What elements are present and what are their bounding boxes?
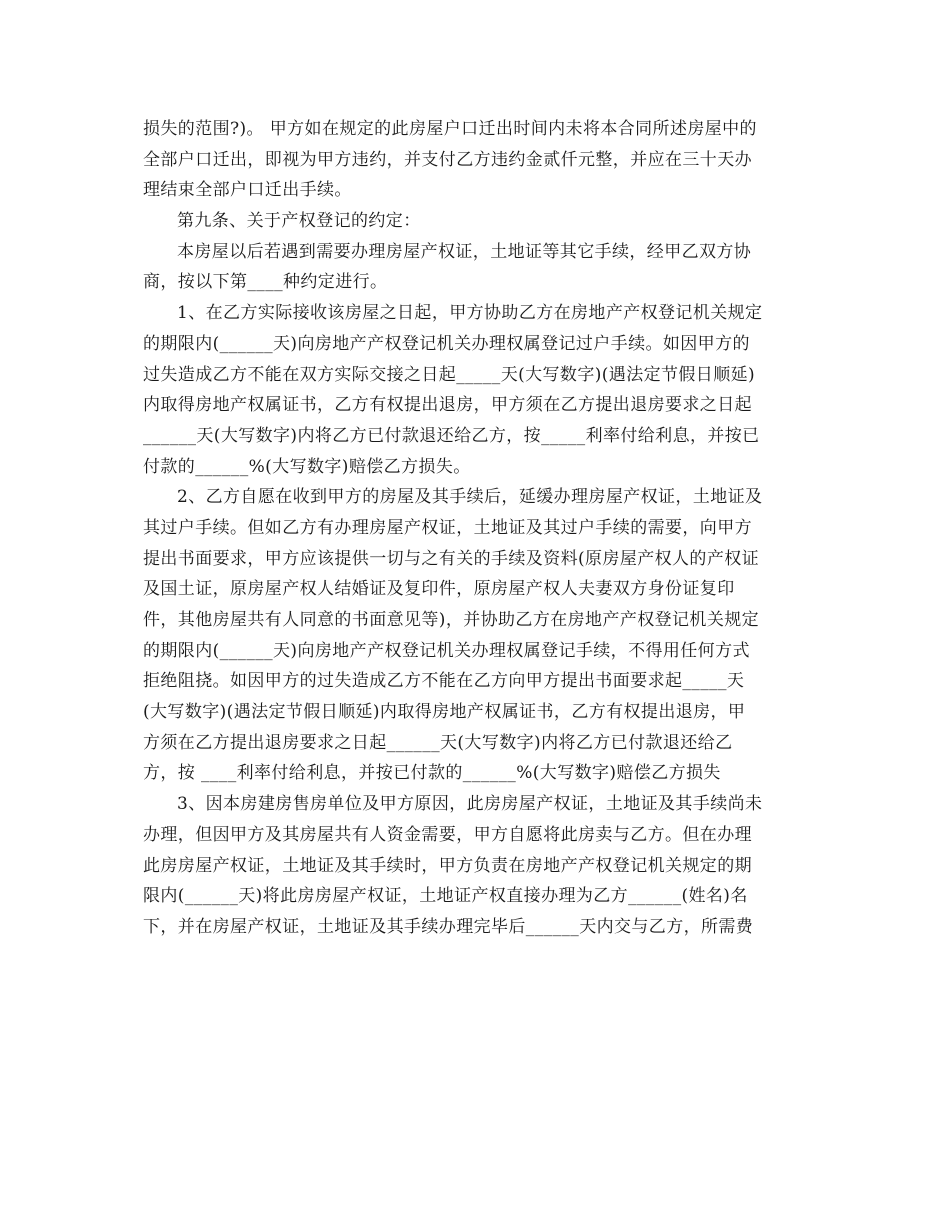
text-line: 下，并在房屋产权证，土地证及其手续办理完毕后______天内交与乙方，所需费 bbox=[143, 916, 754, 937]
text-line: 本房屋以后若遇到需要办理房屋产权证，土地证等其它手续，经甲乙双方协 bbox=[177, 241, 752, 262]
text-line: ______天(大写数字)内将乙方已付款退还给乙方，按_____利率付给利息，并按已 bbox=[143, 425, 760, 446]
text-line: 提出书面要求，甲方应该提供一切与之有关的手续及资料(原房屋产权人的产权证 bbox=[143, 548, 760, 569]
text-line: 的期限内(______天)向房地产产权登记机关办理权属登记过户手续。如因甲方的 bbox=[143, 333, 750, 354]
text-line: 全部户口迁出，即视为甲方违约，并支付乙方违约金贰仟元整，并应在三十天办 bbox=[143, 149, 752, 170]
text-line: 商，按以下第____种约定进行。 bbox=[143, 272, 388, 293]
text-line: 此房房屋产权证，土地证及其手续时，甲方负责在房地产产权登记机关规定的期 bbox=[143, 855, 752, 876]
text-line: 方须在乙方提出退房要求之日起______天(大写数字)内将乙方已付款退还给乙 bbox=[143, 732, 733, 753]
text-line: 第九条、关于产权登记的约定： bbox=[177, 211, 421, 232]
text-line: 的期限内(______天)向房地产产权登记机关办理权属登记手续，不得用任何方式 bbox=[143, 640, 750, 661]
text-line: 1、在乙方实际接收该房屋之日起，甲方协助乙方在房地产产权登记机关规定 bbox=[177, 303, 763, 324]
text-line: (大写数字)(遇法定节假日顺延)内取得房地产权属证书，乙方有权提出退房，甲 bbox=[143, 702, 746, 723]
text-line: 其过户手续。但如乙方有办理房屋产权证，土地证及其过户手续的需要，向甲方 bbox=[143, 517, 752, 538]
text-line: 方，按 ____利率付给利息，并按已付款的______%(大写数字)赔偿乙方损失 bbox=[143, 763, 721, 784]
text-line: 办理，但因甲方及其房屋共有人资金需要，甲方自愿将此房卖与乙方。但在办理 bbox=[143, 824, 752, 845]
text-line: 3、因本房建房售房单位及甲方原因，此房房屋产权证，土地证及其手续尚未 bbox=[177, 794, 763, 815]
text-line: 损失的范围?)。 甲方如在规定的此房屋户口迁出时间内未将本合同所述房屋中的 bbox=[143, 119, 757, 139]
text-line: 2、乙方自愿在收到甲方的房屋及其手续后，延缓办理房屋产权证，土地证及 bbox=[177, 487, 763, 508]
text-line: 过失造成乙方不能在双方实际交接之日起_____天(大写数字)(遇法定节假日顺延) bbox=[143, 364, 756, 385]
document-body bbox=[143, 114, 815, 943]
text-line: 件，其他房屋共有人同意的书面意见等)，并协助乙方在房地产产权登记机关规定 bbox=[143, 610, 760, 630]
text-line: 拒绝阻挠。如因甲方的过失造成乙方不能在乙方向甲方提出书面要求起_____天 bbox=[143, 671, 745, 692]
text-line: 理结束全部户口迁出手续。 bbox=[143, 180, 352, 201]
text-line: 付款的______%(大写数字)赔偿乙方损失。 bbox=[143, 456, 471, 477]
text-line: 及国土证，原房屋产权人结婚证及复印件，原房屋产权人夫妻双方身份证复印 bbox=[143, 579, 735, 600]
text-line: 限内(______天)将此房房屋产权证，土地证产权直接办理为乙方______(姓名)名 bbox=[143, 886, 748, 907]
text-line: 内取得房地产权属证书，乙方有权提出退房，甲方须在乙方提出退房要求之日起 bbox=[143, 395, 752, 416]
